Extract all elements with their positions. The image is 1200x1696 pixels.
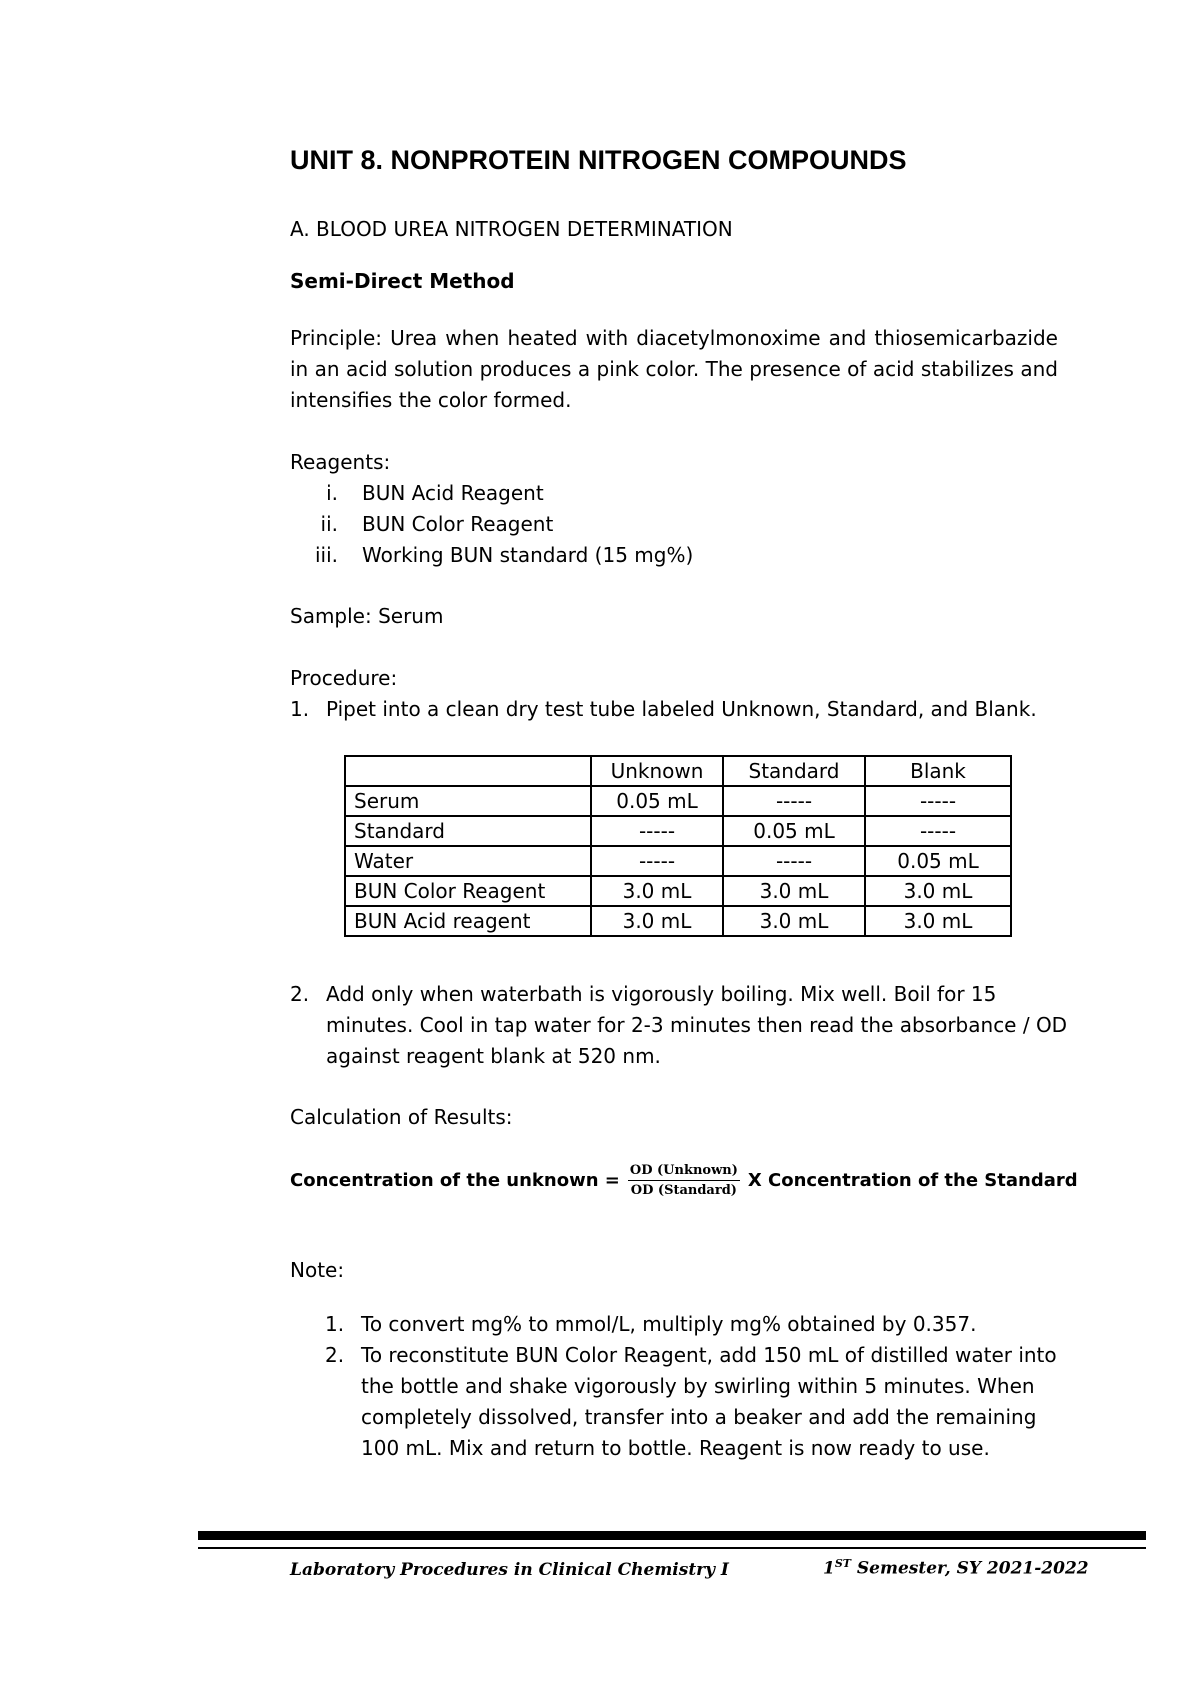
procedure-step-1	[290, 694, 1070, 725]
reagent-number: ii.	[320, 512, 338, 536]
table-header-cell	[345, 756, 591, 786]
reagent-number: iii.	[314, 543, 338, 567]
table-cell: 3.0 mL	[591, 876, 723, 906]
table-header-cell: Blank	[865, 756, 1011, 786]
formula-denominator: OD (Standard)	[630, 1183, 737, 1198]
note-text-line: completely dissolved, transfer into a beaker and add the remaining	[361, 1405, 1037, 1429]
footer-rule-thick	[198, 1531, 1146, 1540]
step-text-line: minutes. Cool in tap water for 2-3 minutes then read the absorbance / OD	[326, 1013, 1068, 1037]
note-label: Note:	[290, 1258, 345, 1282]
table-cell: 3.0 mL	[723, 906, 865, 936]
step-number: 1.	[290, 697, 310, 721]
calculation-label: Calculation of Results:	[290, 1105, 513, 1129]
note-text-line: To reconstitute BUN Color Reagent, add 150 mL of distilled water into	[361, 1343, 1057, 1367]
table-cell: BUN Color Reagent	[345, 876, 591, 906]
table-cell: 3.0 mL	[723, 876, 865, 906]
table-cell: Water	[345, 846, 591, 876]
table-cell: -----	[591, 846, 723, 876]
table-cell: 3.0 mL	[591, 906, 723, 936]
table-cell: Standard	[345, 816, 591, 846]
table-cell: BUN Acid reagent	[345, 906, 591, 936]
note-item	[325, 1309, 1065, 1340]
note-number: 1.	[325, 1312, 345, 1336]
table-cell: -----	[865, 786, 1011, 816]
note-item	[325, 1340, 1065, 1464]
reagent-item	[290, 509, 553, 540]
table-cell: -----	[723, 846, 865, 876]
footer-rule-thin	[198, 1547, 1146, 1549]
reagent-item	[290, 478, 544, 509]
step-text: Pipet into a clean dry test tube labeled Unknown, Standard, and Blank.	[326, 697, 1037, 721]
footer-course-title: Laboratory Procedures in Clinical Chemistry I	[290, 1560, 729, 1580]
reagent-table	[344, 755, 1012, 937]
table-row	[345, 816, 1011, 846]
table-cell: 0.05 mL	[723, 816, 865, 846]
note-text-line: To convert mg% to mmol/L, multiply mg% obtained by 0.357.	[361, 1312, 977, 1336]
table-cell: 0.05 mL	[865, 846, 1011, 876]
reagents-label: Reagents:	[290, 450, 391, 474]
table-row	[345, 786, 1011, 816]
footer-semester	[823, 1557, 1089, 1579]
formula-lhs: Concentration of the unknown =	[290, 1170, 620, 1191]
table-cell: 3.0 mL	[865, 876, 1011, 906]
table-row	[345, 876, 1011, 906]
table-header-cell: Standard	[723, 756, 865, 786]
reagent-text: Working BUN standard (15 mg%)	[362, 543, 694, 567]
method-heading: Semi-Direct Method	[290, 269, 515, 293]
sample-line: Sample: Serum	[290, 604, 444, 628]
table-header-cell: Unknown	[591, 756, 723, 786]
procedure-label: Procedure:	[290, 666, 398, 690]
table-row	[345, 846, 1011, 876]
formula-fraction	[628, 1163, 740, 1198]
table-cell: -----	[723, 786, 865, 816]
note-text-line: 100 mL. Mix and return to bottle. Reagent is now ready to use.	[361, 1436, 990, 1460]
reagent-item	[290, 540, 693, 571]
step-number: 2.	[290, 982, 310, 1006]
concentration-formula	[290, 1163, 1078, 1198]
table-cell: -----	[865, 816, 1011, 846]
reagent-text: BUN Color Reagent	[362, 512, 554, 536]
footer-semester-number: 1	[823, 1558, 835, 1579]
note-text-line: the bottle and shake vigorously by swirling within 5 minutes. When	[361, 1374, 1035, 1398]
step-text-line: Add only when waterbath is vigorously boiling. Mix well. Boil for 15	[326, 982, 997, 1006]
procedure-step-2	[290, 979, 1070, 1072]
step-text-line: against reagent blank at 520 nm.	[326, 1044, 661, 1068]
table-cell: -----	[591, 816, 723, 846]
principle-paragraph: Principle: Urea when heated with diacetylmonoxime and thiosemicarbazide in an acid solution produces a pink color. The presence of acid stabilizes and intensifies the color formed.	[290, 326, 1058, 412]
table-cell: Serum	[345, 786, 591, 816]
footer-semester-ordinal: ST	[834, 1557, 851, 1570]
section-heading: A. BLOOD UREA NITROGEN DETERMINATION	[290, 217, 733, 241]
reagent-number: i.	[326, 481, 338, 505]
table-header-row	[345, 756, 1011, 786]
formula-rhs: X Concentration of the Standard	[747, 1170, 1078, 1191]
note-number: 2.	[325, 1343, 345, 1367]
table-cell: 3.0 mL	[865, 906, 1011, 936]
table-cell: 0.05 mL	[591, 786, 723, 816]
reagent-text: BUN Acid Reagent	[362, 481, 544, 505]
formula-numerator: OD (Unknown)	[628, 1163, 740, 1181]
footer-semester-text: Semester, SY 2021-2022	[850, 1558, 1089, 1579]
page-title: UNIT 8. NONPROTEIN NITROGEN COMPOUNDS	[290, 145, 907, 175]
table-row	[345, 906, 1011, 936]
